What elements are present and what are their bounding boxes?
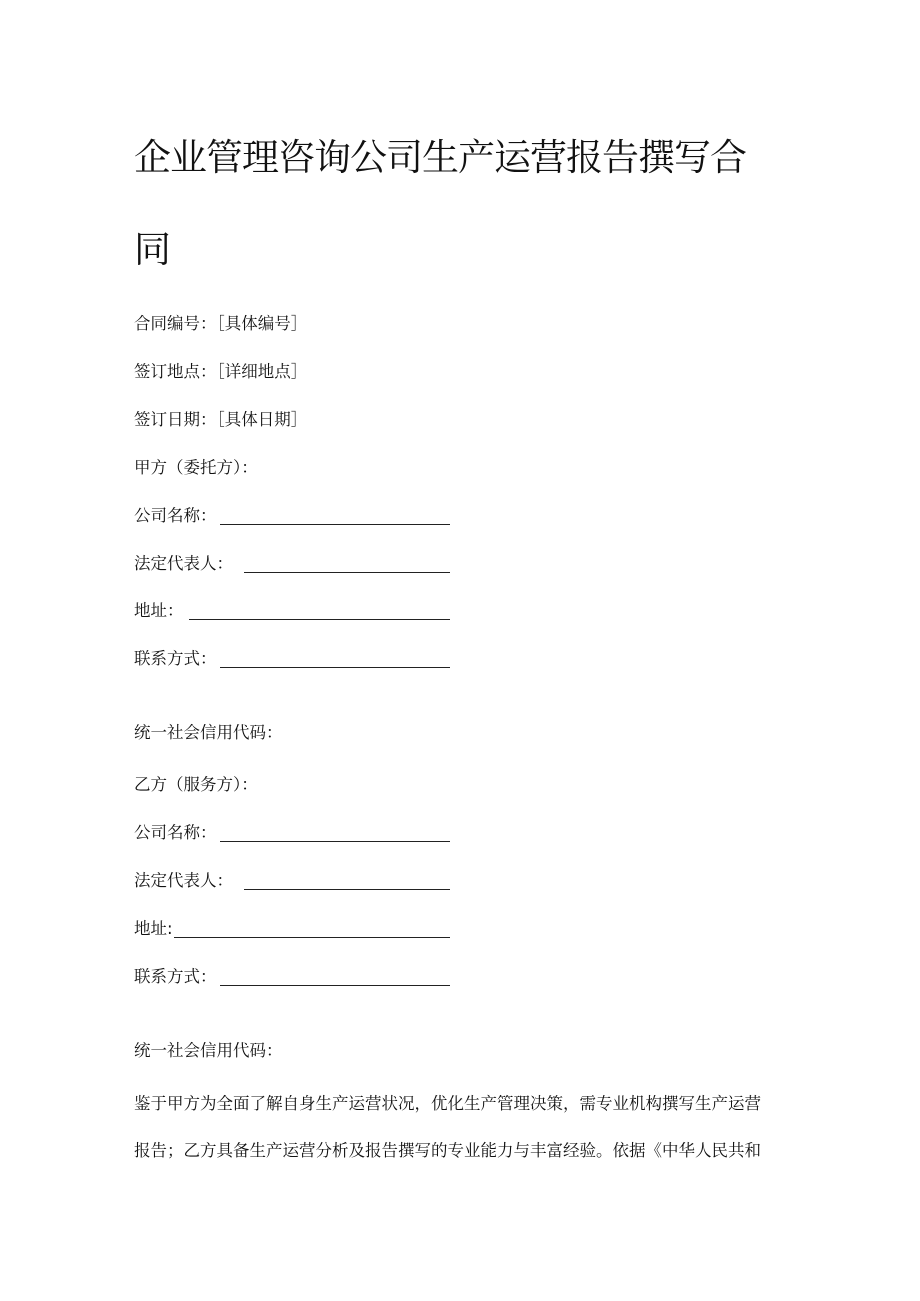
- party-b-contact-field: [134, 966, 450, 988]
- party-a-company-field: [134, 505, 450, 527]
- party-a-address-label: 地址：: [134, 601, 184, 620]
- party-a-rep-blank: [244, 571, 450, 573]
- signing-place: 签订地点：［详细地点］: [134, 362, 308, 381]
- document-title-line-1: 企业管理咨询公司生产运营报告撰写合: [134, 136, 746, 179]
- party-a-company-label: 公司名称：: [134, 506, 217, 525]
- party-b-contact-label: 联系方式：: [134, 967, 217, 986]
- party-a-contact-blank: [220, 666, 450, 668]
- party-b-rep-label: 法定代表人：: [134, 871, 233, 890]
- party-a-address-blank: [189, 618, 450, 620]
- party-a-address-field: [134, 600, 450, 622]
- party-b-company-blank: [220, 840, 450, 842]
- party-b-address-label: 地址:: [134, 919, 173, 938]
- document-title-line-2: 同: [134, 228, 170, 271]
- party-b-rep-field: [134, 870, 450, 892]
- party-b-contact-blank: [220, 984, 450, 986]
- party-b-address-field: [134, 918, 450, 940]
- party-b-address-blank: [174, 936, 450, 938]
- party-b-company-field: [134, 822, 450, 844]
- party-b-credit-code: 统一社会信用代码：: [134, 1041, 283, 1060]
- signing-date: 签订日期：［具体日期］: [134, 410, 308, 429]
- party-b-heading: 乙方（服务方）：: [134, 775, 258, 794]
- party-b-company-label: 公司名称：: [134, 823, 217, 842]
- contract-number: 合同编号：［具体编号］: [134, 314, 308, 333]
- party-a-rep-field: [134, 553, 450, 575]
- party-a-contact-label: 联系方式：: [134, 649, 217, 668]
- recital-paragraph-line-2: 报告；乙方具备生产运营分析及报告撰写的专业能力与丰富经验。依据《中华人民共和: [134, 1141, 761, 1160]
- party-a-heading: 甲方（委托方）：: [134, 458, 258, 477]
- party-b-rep-blank: [244, 888, 450, 890]
- party-a-rep-label: 法定代表人：: [134, 554, 233, 573]
- party-a-company-blank: [220, 523, 450, 525]
- party-a-credit-code: 统一社会信用代码：: [134, 723, 283, 742]
- recital-paragraph-line-1: 鉴于甲方为全面了解自身生产运营状况，优化生产管理决策，需专业机构撰写生产运营: [134, 1094, 761, 1113]
- party-a-contact-field: [134, 648, 450, 670]
